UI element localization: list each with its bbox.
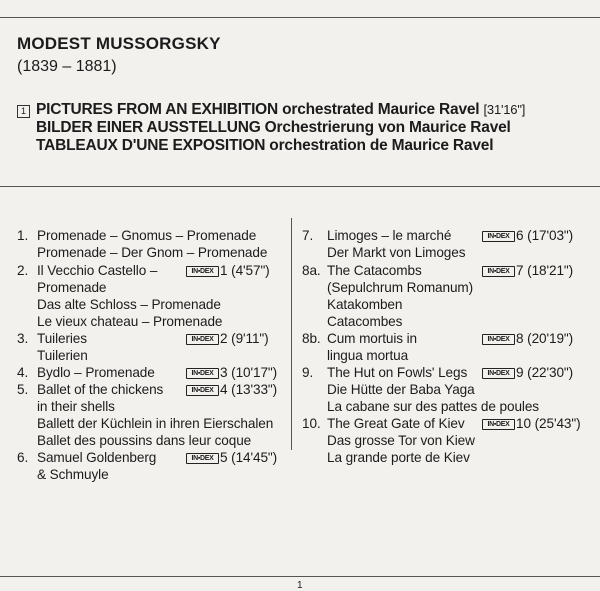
item-line: Le vieux chateau – Promenade (37, 314, 223, 329)
index-icon: IN▪DEX (482, 334, 515, 345)
index-icon: IN▪DEX (186, 266, 219, 277)
column-divider (291, 218, 292, 450)
index-time: 6 (17'03") (516, 228, 574, 243)
item-line: in their shells (37, 399, 115, 414)
item-line: La grande porte de Kiev (327, 450, 470, 465)
item-line: Tuileries (37, 331, 87, 346)
item-line: Catacombes (327, 314, 403, 329)
item-line: Bydlo – Promenade (37, 365, 155, 380)
item-line: Samuel Goldenberg (37, 450, 157, 465)
item-line: Cum mortuis in (327, 331, 417, 346)
section-rule (0, 186, 600, 187)
item-line: Katakomben (327, 297, 403, 312)
item-number: 9. (302, 365, 314, 380)
track-number-box: 1 (17, 105, 30, 118)
composer-dates: (1839 – 1881) (17, 58, 117, 75)
index-time: 2 (9'11") (220, 331, 269, 346)
top-rule (0, 17, 600, 18)
item-line: Promenade – Gnomus – Promenade (37, 228, 257, 243)
item-line: lingua mortua (327, 348, 409, 363)
item-number: 8a. (302, 263, 321, 278)
item-line: Limoges – le marché (327, 228, 452, 243)
work-title-german (36, 119, 511, 137)
page-number: 1 (297, 580, 303, 591)
item-line: Das alte Schloss – Promenade (37, 297, 221, 312)
item-number: 8b. (302, 331, 321, 346)
index-icon: IN▪DEX (186, 453, 219, 464)
index-time: 8 (20'19") (516, 331, 574, 346)
index-time: 1 (4'57") (220, 263, 270, 278)
index-time: 9 (22'30") (516, 365, 574, 380)
index-time: 5 (14'45") (220, 450, 278, 465)
item-number: 3. (17, 331, 29, 346)
item-number: 7. (302, 228, 314, 243)
item-line: Ballet des poussins dans leur coque (37, 433, 252, 448)
work-duration: [31'16"] (483, 102, 526, 117)
index-time: 7 (18'21") (516, 263, 574, 278)
work-title-english (36, 101, 525, 119)
item-line: Promenade (37, 280, 107, 295)
index-icon: IN▪DEX (186, 368, 219, 379)
item-number: 1. (17, 228, 29, 243)
index-time: 4 (13'33") (220, 382, 278, 397)
item-line: The Catacombs (327, 263, 422, 278)
item-line: Ballett der Küchlein in ihren Eierschalen (37, 416, 274, 431)
index-icon: IN▪DEX (482, 266, 515, 277)
composer-name: MODEST MUSSORGSKY (17, 34, 221, 53)
item-number: 4. (17, 365, 29, 380)
item-line: La cabane sur des pattes de poules (327, 399, 539, 414)
item-line: The Great Gate of Kiev (327, 416, 465, 431)
index-time: 3 (10'17") (220, 365, 278, 380)
item-line: Der Markt von Limoges (327, 245, 466, 260)
item-line: Tuilerien (37, 348, 88, 363)
work-title-french-text: TABLEAUX D'UNE EXPOSITION orchestration de Maurice Ravel (36, 137, 494, 154)
item-line: (Sepulchrum Romanum) (327, 280, 474, 295)
item-number: 2. (17, 263, 29, 278)
bottom-rule (0, 576, 600, 577)
item-number: 10. (302, 416, 321, 431)
work-title-german-text: BILDER EINER AUSSTELLUNG Orchestrierung von Maurice Ravel (36, 119, 511, 136)
index-icon: IN▪DEX (482, 419, 515, 430)
work-title-french (36, 137, 493, 155)
item-line: The Hut on Fowls' Legs (327, 365, 468, 380)
item-line: Die Hütte der Baba Yaga (327, 382, 475, 397)
item-number: 5. (17, 382, 29, 397)
item-line: Promenade – Der Gnom – Promenade (37, 245, 268, 260)
item-line: Ballet of the chickens (37, 382, 164, 397)
item-line: Il Vecchio Castello – (37, 263, 158, 278)
item-line: Das grosse Tor von Kiew (327, 433, 475, 448)
item-line: & Schmuyle (37, 467, 109, 482)
work-title-english-text: PICTURES FROM AN EXHIBITION orchestrated Maurice Ravel (36, 101, 480, 118)
index-icon: IN▪DEX (186, 334, 219, 345)
index-icon: IN▪DEX (482, 231, 515, 242)
index-icon: IN▪DEX (186, 385, 219, 396)
item-number: 6. (17, 450, 29, 465)
index-time: 10 (25'43") (516, 416, 581, 431)
index-icon: IN▪DEX (482, 368, 515, 379)
